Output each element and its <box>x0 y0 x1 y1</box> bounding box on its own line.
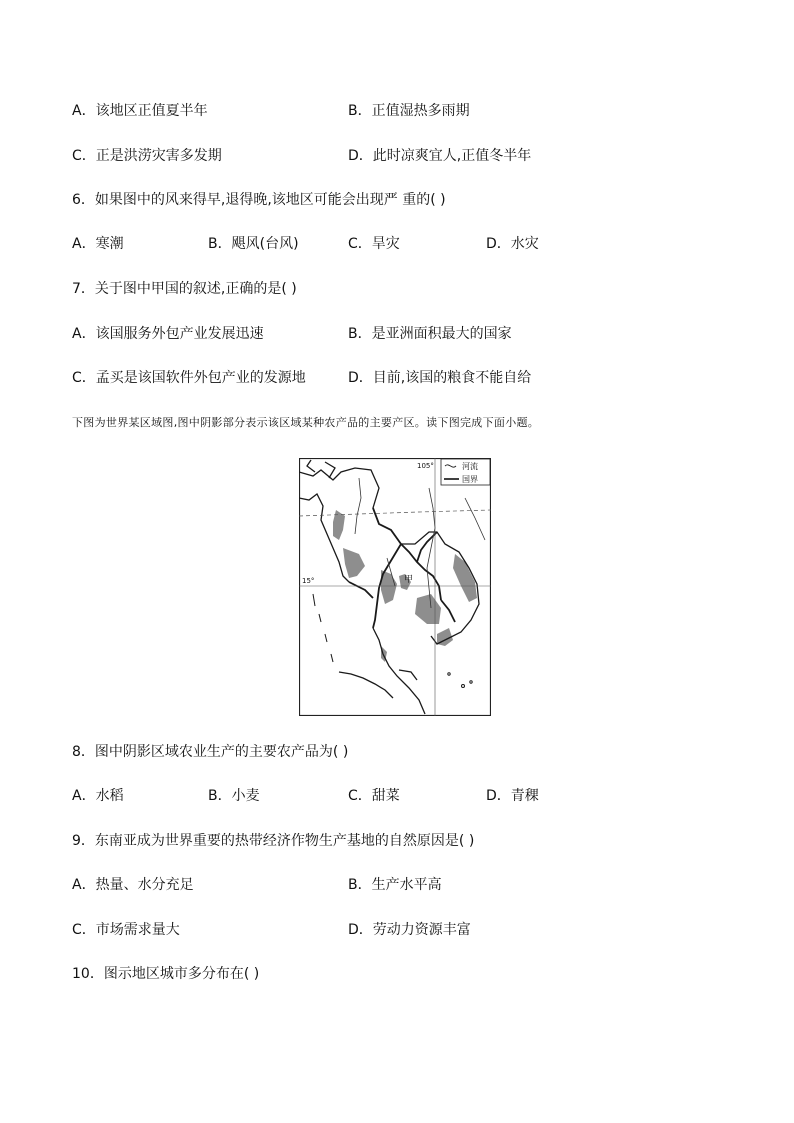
country-label-jia: 甲 <box>404 575 414 585</box>
q7-stem: 7．关于图中甲国的叙述,正确的是( ) <box>72 281 297 297</box>
legend-border-label: 国界 <box>462 475 478 484</box>
q5-option-c: C．正是洪涝灾害多发期 <box>72 148 222 164</box>
q6-option-b: B．飓风(台风) <box>208 236 299 252</box>
q7-option-b: B．是亚洲面积最大的国家 <box>348 326 512 342</box>
q9-stem: 9．东南亚成为世界重要的热带经济作物生产基地的自然原因是( ) <box>72 833 475 849</box>
q8-option-c: C．甜菜 <box>348 788 400 804</box>
q8-option-a: A．水稻 <box>72 788 124 804</box>
map-intro-text: 下图为世界某区域图,图中阴影部分表示该区域某种农产品的主要产区。读下图完成下面小题。 <box>72 416 540 429</box>
q5-option-b: B．正值湿热多雨期 <box>348 103 470 119</box>
q5-option-a: A．该地区正值夏半年 <box>72 103 208 119</box>
q7-option-c: C．孟买是该国软件外包产业的发源地 <box>72 370 306 386</box>
latitude-label: 15° <box>302 577 315 585</box>
legend-river-label: 河流 <box>462 462 478 471</box>
q9-option-c: C．市场需求量大 <box>72 922 180 938</box>
longitude-label: 105° <box>417 462 434 470</box>
q5-option-d: D．此时凉爽宜人,正值冬半年 <box>348 148 532 164</box>
q8-option-b: B．小麦 <box>208 788 260 804</box>
q9-option-d: D．劳动力资源丰富 <box>348 922 471 938</box>
q6-option-a: A．寒潮 <box>72 236 124 252</box>
q6-option-d: D．水灾 <box>486 236 539 252</box>
q6-stem: 6．如果图中的风来得早,退得晚,该地区可能会出现严 重的( ) <box>72 192 446 208</box>
q8-option-d: D．青稞 <box>486 788 539 804</box>
q7-option-a: A．该国服务外包产业发展迅速 <box>72 326 264 342</box>
q10-stem: 10．图示地区城市多分布在( ) <box>72 966 260 982</box>
southeast-asia-map <box>299 458 491 716</box>
q8-stem: 8．图中阴影区域农业生产的主要农产品为( ) <box>72 744 349 760</box>
q9-option-b: B．生产水平高 <box>348 877 442 893</box>
q6-option-c: C．旱灾 <box>348 236 400 252</box>
q7-option-d: D．目前,该国的粮食不能自给 <box>348 370 532 386</box>
q9-option-a: A．热量、水分充足 <box>72 877 194 893</box>
